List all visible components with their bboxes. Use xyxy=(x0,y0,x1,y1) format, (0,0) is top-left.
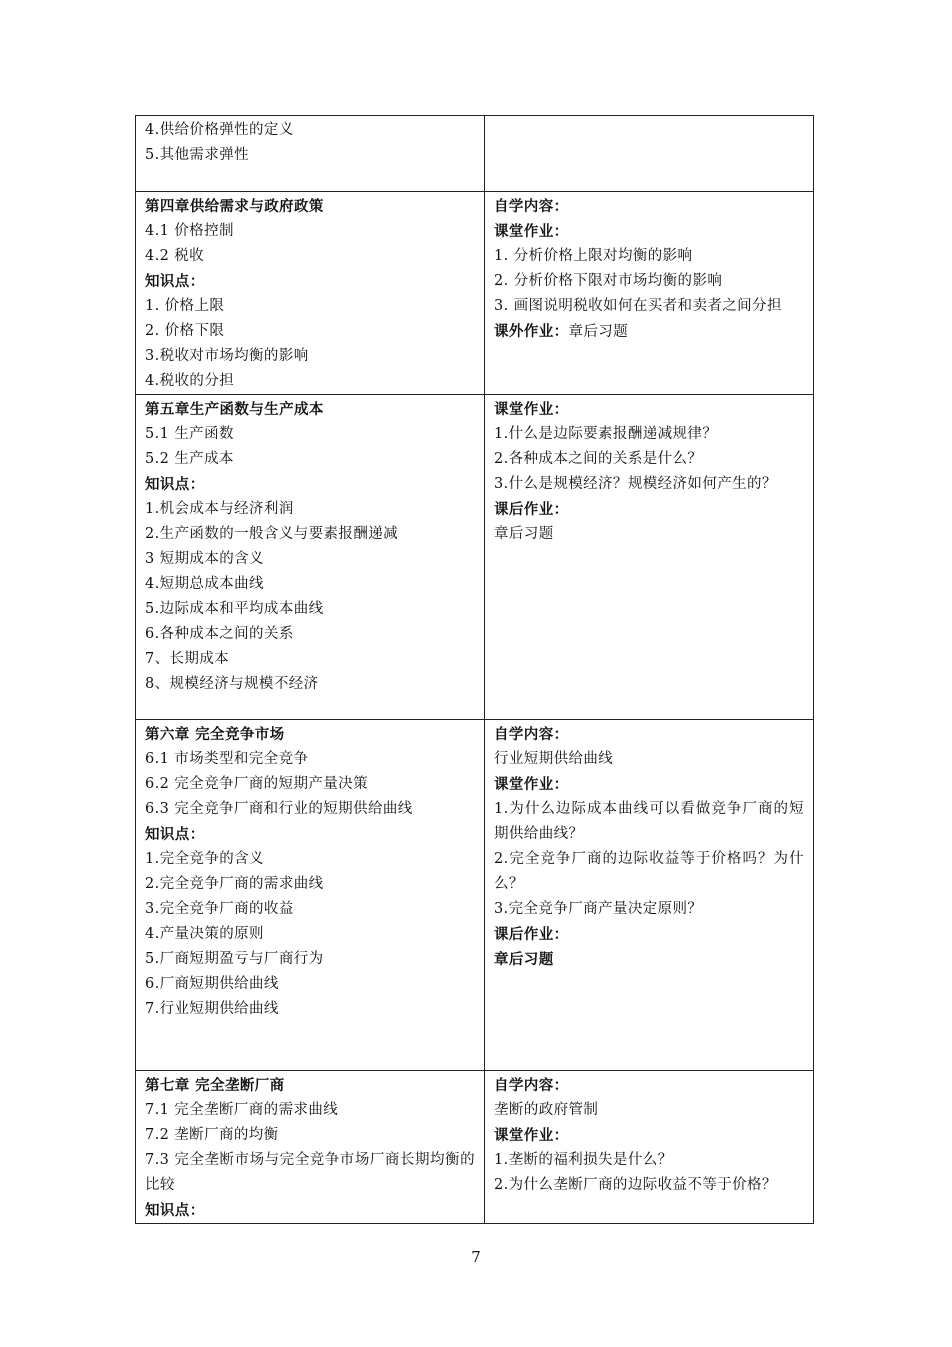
cell-line: 6.3 完全竞争厂商和行业的短期供给曲线 xyxy=(145,801,413,817)
cell-line: 7.1 完全垄断厂商的需求曲线 xyxy=(145,1102,339,1118)
cell-heading: 知识点： xyxy=(145,826,205,843)
cell-heading: 课堂作业： xyxy=(494,401,569,418)
syllabus-table-body xyxy=(136,116,814,1224)
cell-line: 4.短期总成本曲线 xyxy=(145,576,264,592)
cell-line: 2.为什么垄断厂商的边际收益不等于价格？ xyxy=(494,1177,777,1193)
cell-heading: 自学内容： xyxy=(494,726,569,743)
assignments-cell xyxy=(485,192,814,395)
cell-line: 5.其他需求弹性 xyxy=(145,147,250,163)
cell-line: 1.为什么边际成本曲线可以看做竞争厂商的短期供给曲线？ xyxy=(494,801,804,842)
cell-heading: 章后习题 xyxy=(494,951,554,968)
cell-heading: 知识点： xyxy=(145,273,205,290)
cell-line: 5.1 生产函数 xyxy=(145,426,234,442)
cell-line: 5.厂商短期盈亏与厂商行为 xyxy=(145,951,324,967)
cell-line: 3.完全竞争厂商产量决定原则？ xyxy=(494,901,703,917)
cell-line: 1.垄断的福利损失是什么？ xyxy=(494,1152,673,1168)
cell-heading: 课后作业： xyxy=(494,501,569,518)
cell-line: 4.产量决策的原则 xyxy=(145,926,264,942)
cell-line: 2.各种成本之间的关系是什么？ xyxy=(494,451,703,467)
cell-line xyxy=(494,319,804,345)
cell-line: 8、规模经济与规模不经济 xyxy=(145,676,319,692)
cell-line: 6.各种成本之间的关系 xyxy=(145,626,294,642)
cell-line-label: 课外作业： xyxy=(494,323,569,340)
table-row xyxy=(136,116,814,192)
chapter-outline-cell xyxy=(136,720,485,1071)
page-number: 7 xyxy=(471,1248,481,1266)
cell-line: 4.2 税收 xyxy=(145,248,205,264)
cell-line: 7.行业短期供给曲线 xyxy=(145,1001,279,1017)
cell-heading: 第六章 完全竞争市场 xyxy=(145,726,285,743)
cell-line: 3 短期成本的含义 xyxy=(145,551,264,567)
cell-line: 3.完全竞争厂商的收益 xyxy=(145,901,294,917)
cell-line: 2.生产函数的一般含义与要素报酬递减 xyxy=(145,526,399,542)
cell-heading: 知识点： xyxy=(145,1202,205,1219)
cell-line: 4.1 价格控制 xyxy=(145,223,234,239)
cell-line: 2.完全竞争厂商的需求曲线 xyxy=(145,876,324,892)
table-row xyxy=(136,395,814,720)
cell-line: 垄断的政府管制 xyxy=(494,1102,599,1118)
cell-heading: 自学内容： xyxy=(494,198,569,215)
cell-line: 5.2 生产成本 xyxy=(145,451,234,467)
cell-line: 5.边际成本和平均成本曲线 xyxy=(145,601,324,617)
cell-line: 1.完全竞争的含义 xyxy=(145,851,264,867)
cell-line: 4.供给价格弹性的定义 xyxy=(145,122,294,138)
cell-line: 2. 价格下限 xyxy=(145,323,225,339)
cell-heading: 课后作业： xyxy=(494,926,569,943)
cell-line: 章后习题 xyxy=(494,526,554,542)
cell-line: 行业短期供给曲线 xyxy=(494,751,614,767)
cell-heading: 第七章 完全垄断厂商 xyxy=(145,1077,285,1094)
table-row xyxy=(136,192,814,395)
cell-line: 1. 价格上限 xyxy=(145,298,225,314)
cell-line: 1. 分析价格上限对均衡的影响 xyxy=(494,248,693,264)
cell-line: 7、长期成本 xyxy=(145,651,230,667)
cell-line: 4.税收的分担 xyxy=(145,373,235,389)
cell-heading: 第四章供给需求与政府政策 xyxy=(145,198,324,215)
cell-line: 1.机会成本与经济利润 xyxy=(145,501,294,517)
syllabus-table xyxy=(135,115,814,1224)
cell-heading: 课堂作业： xyxy=(494,776,569,793)
cell-line: 1.什么是边际要素报酬递减规律？ xyxy=(494,426,718,442)
cell-heading: 自学内容： xyxy=(494,1077,569,1094)
cell-line: 2.完全竞争厂商的边际收益等于价格吗？为什么？ xyxy=(494,851,804,892)
cell-line: 6.厂商短期供给曲线 xyxy=(145,976,279,992)
table-row xyxy=(136,720,814,1071)
chapter-outline-cell xyxy=(136,395,485,720)
cell-line: 6.1 市场类型和完全竞争 xyxy=(145,751,309,767)
assignments-cell xyxy=(485,720,814,1071)
cell-heading: 课堂作业： xyxy=(494,223,569,240)
assignments-cell xyxy=(485,1071,814,1224)
cell-line: 3.税收对市场均衡的影响 xyxy=(145,348,309,364)
cell-line: 7.2 垄断厂商的均衡 xyxy=(145,1127,279,1143)
cell-line: 3. 画图说明税收如何在买者和卖者之间分担 xyxy=(494,298,782,314)
cell-line: 2. 分析价格下限对市场均衡的影响 xyxy=(494,273,723,289)
chapter-outline-cell xyxy=(136,116,485,192)
chapter-outline-cell xyxy=(136,1071,485,1224)
chapter-outline-cell xyxy=(136,192,485,395)
cell-heading: 课堂作业： xyxy=(494,1127,569,1144)
assignments-cell xyxy=(485,116,814,192)
cell-heading: 第五章生产函数与生产成本 xyxy=(145,401,324,418)
cell-heading: 知识点： xyxy=(145,476,205,493)
cell-line: 7.3 完全垄断市场与完全竞争市场厂商长期均衡的比较 xyxy=(145,1152,475,1193)
table-row xyxy=(136,1071,814,1224)
cell-line: 3.什么是规模经济？规模经济如何产生的？ xyxy=(494,476,777,492)
cell-line: 6.2 完全竞争厂商的短期产量决策 xyxy=(145,776,368,792)
cell-line-text: 章后习题 xyxy=(568,324,629,340)
assignments-cell xyxy=(485,395,814,720)
